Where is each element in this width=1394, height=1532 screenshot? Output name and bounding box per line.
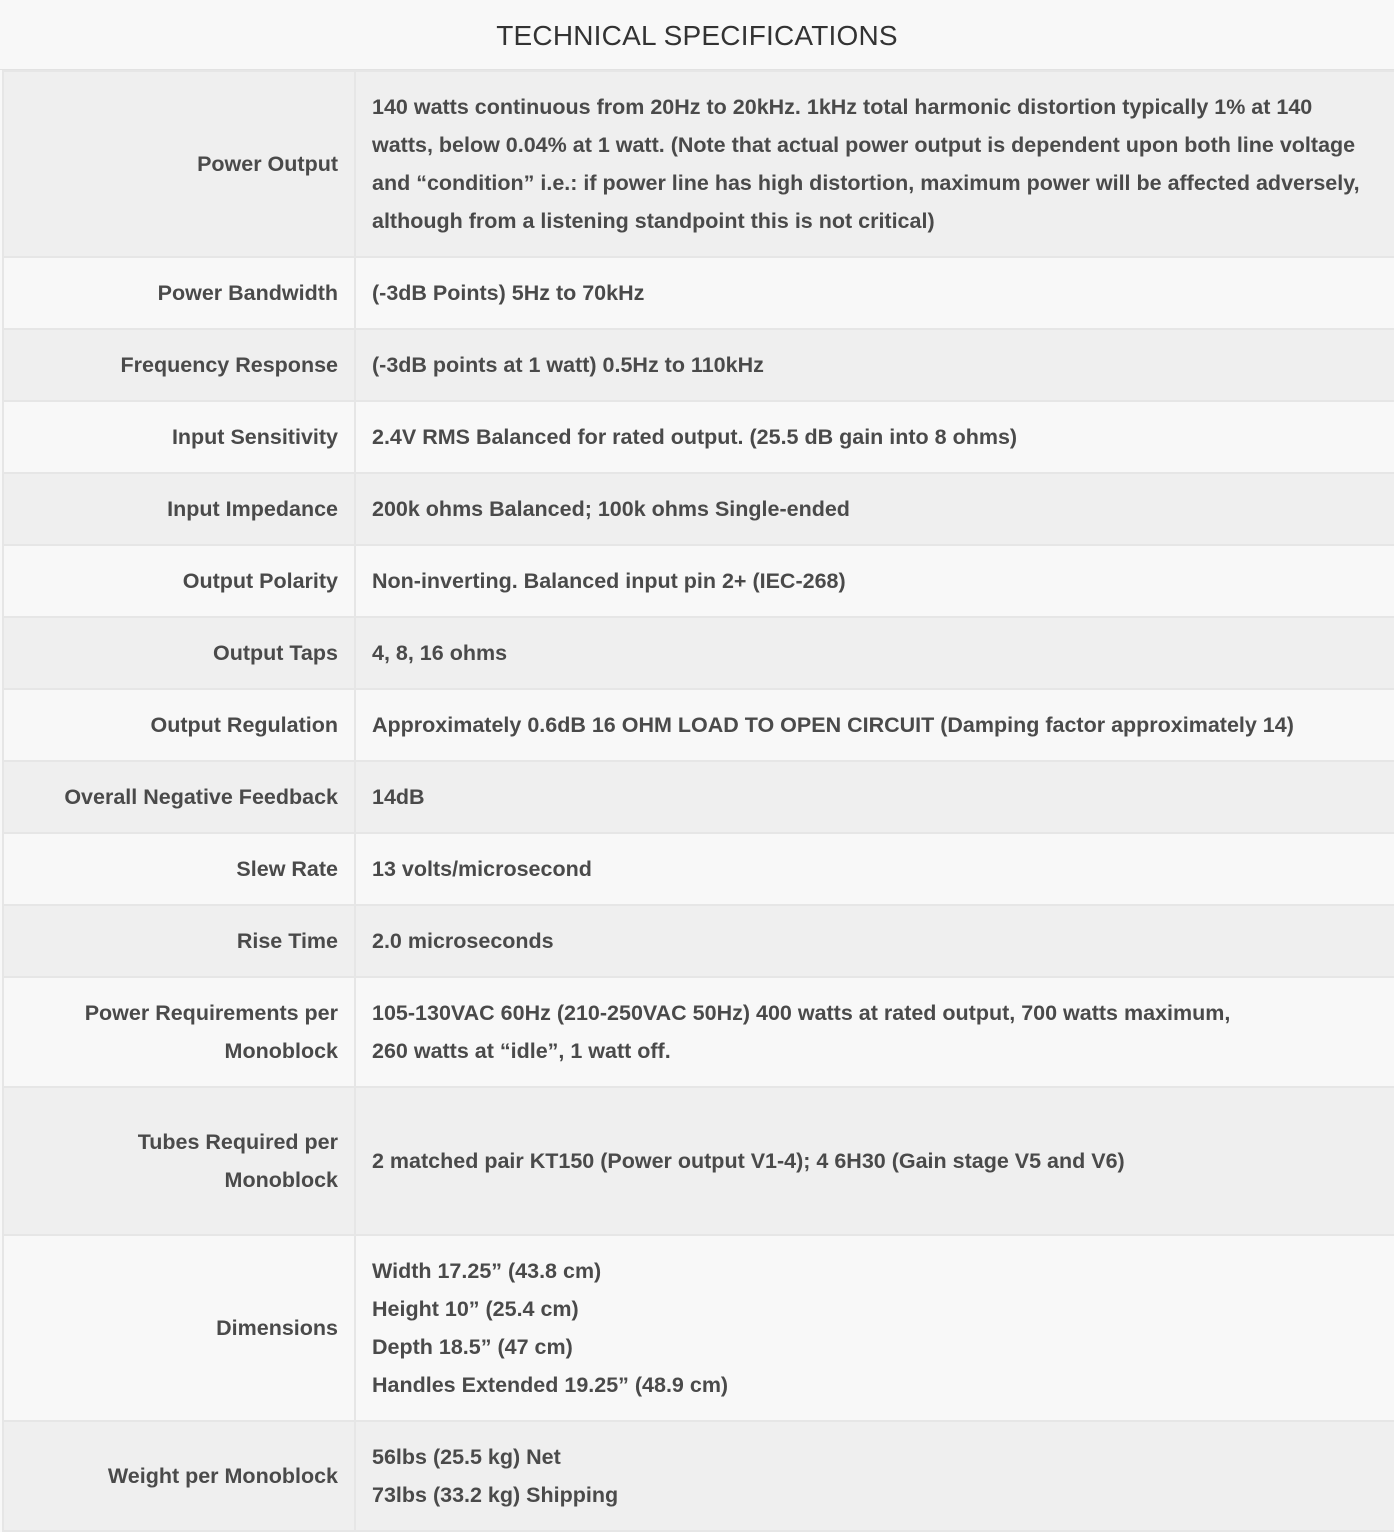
spec-label: Frequency Response [3,329,355,401]
spec-value [355,1421,1394,1531]
spec-value: (-3dB points at 1 watt) 0.5Hz to 110kHz [355,329,1394,401]
spec-row-output-polarity [3,545,1394,617]
spec-value-line: 260 watts at “idle”, 1 watt off. [372,1039,671,1063]
spec-label: Input Sensitivity [3,401,355,473]
spec-label: Power Output [3,71,355,257]
spec-row-dimensions [3,1235,1394,1421]
spec-row-tubes-required [3,1087,1394,1235]
spec-label: Dimensions [3,1235,355,1421]
spec-label: Output Taps [3,617,355,689]
spec-value: Approximately 0.6dB 16 OHM LOAD TO OPEN CIRCUIT (Damping factor approximately 14) [355,689,1394,761]
spec-value: (-3dB Points) 5Hz to 70kHz [355,257,1394,329]
spec-label: Power Bandwidth [3,257,355,329]
spec-label: Input Impedance [3,473,355,545]
spec-row-power-requirements [3,977,1394,1087]
spec-row-output-regulation [3,689,1394,761]
spec-row-output-taps [3,617,1394,689]
spec-row-slew-rate [3,833,1394,905]
spec-value [355,1235,1394,1421]
spec-label: Power Requirements per Monoblock [3,977,355,1087]
spec-value: 200k ohms Balanced; 100k ohms Single-ended [355,473,1394,545]
spec-value-line: Depth 18.5” (47 cm) [372,1335,573,1359]
spec-value: 2 matched pair KT150 (Power output V1-4); 4 6H30 (Gain stage V5 and V6) [355,1087,1394,1235]
spec-value-line: Handles Extended 19.25” (48.9 cm) [372,1373,729,1397]
spec-value: 4, 8, 16 ohms [355,617,1394,689]
spec-row-weight [3,1421,1394,1531]
spec-row-input-sensitivity [3,401,1394,473]
spec-row-overall-negative-feedback [3,761,1394,833]
spec-label: Weight per Monoblock [3,1421,355,1531]
spec-label: Tubes Required per Monoblock [3,1087,355,1235]
spec-label: Output Polarity [3,545,355,617]
spec-value: 13 volts/microsecond [355,833,1394,905]
page-title: TECHNICAL SPECIFICATIONS [0,0,1394,70]
spec-row-frequency-response [3,329,1394,401]
spec-value: 140 watts continuous from 20Hz to 20kHz. 1kHz total harmonic distortion typically 1% at 140 watts, below 0.04% at 1 watt. (Note that actual power output is dependent upon both line voltage and “condition” i.e.: if power line has high distortion, maximum power will be affected adversely, although from a listening standpoint this is not critical) [355,71,1394,257]
spec-value-line: 105-130VAC 60Hz (210-250VAC 50Hz) 400 watts at rated output, 700 watts maximum, [372,1001,1231,1025]
spec-row-input-impedance [3,473,1394,545]
spec-value: 14dB [355,761,1394,833]
specs-table [2,70,1394,1532]
spec-value-line: 73lbs (33.2 kg) Shipping [372,1483,619,1507]
spec-value-line: Height 10” (25.4 cm) [372,1297,579,1321]
spec-row-power-bandwidth [3,257,1394,329]
spec-label: Output Regulation [3,689,355,761]
spec-value: 2.4V RMS Balanced for rated output. (25.5 dB gain into 8 ohms) [355,401,1394,473]
spec-value-line: 56lbs (25.5 kg) Net [372,1445,561,1469]
spec-value-line: Width 17.25” (43.8 cm) [372,1259,602,1283]
spec-value: 2.0 microseconds [355,905,1394,977]
spec-label: Slew Rate [3,833,355,905]
spec-value [355,977,1394,1087]
spec-label: Overall Negative Feedback [3,761,355,833]
spec-row-rise-time [3,905,1394,977]
spec-row-power-output [3,71,1394,257]
spec-label: Rise Time [3,905,355,977]
spec-value: Non-inverting. Balanced input pin 2+ (IEC-268) [355,545,1394,617]
